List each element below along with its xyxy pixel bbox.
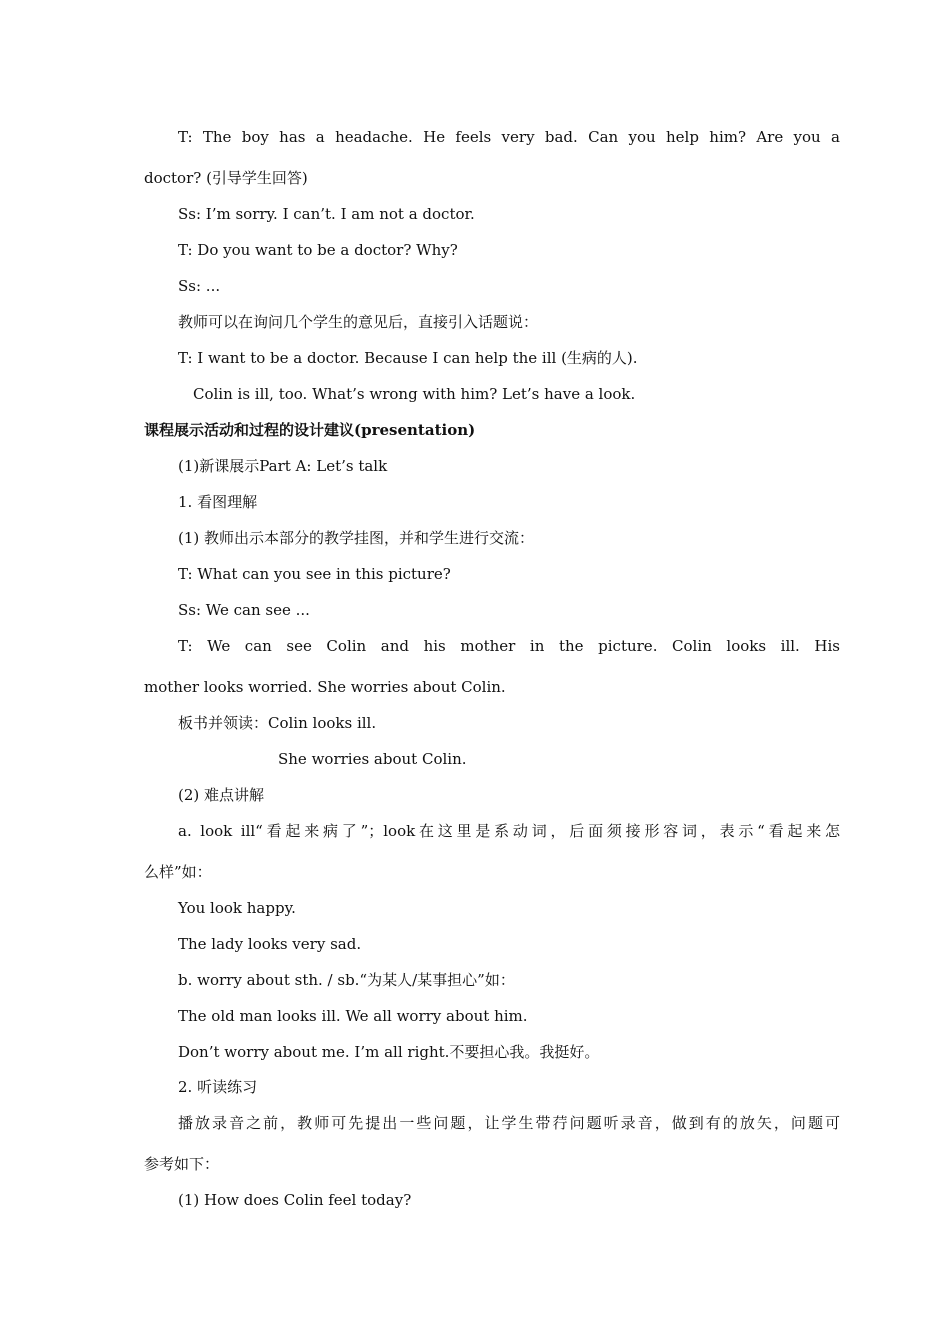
dialogue-line: Colin is ill, too. What’s wrong with him? Let’s have a look. — [193, 385, 636, 403]
explanation-line: a. look ill“看起来病了”；look在这里是系动词，后面须接形容词，表示“看起来怎 — [178, 822, 840, 840]
instruction-line: 播放录音之前，教师可先提出一些问题，让学生带荇问题听录音，做到有的放矢，问题可 — [178, 1114, 840, 1132]
instruction-line: 教师可以在询问几个学生的意见后，直接引入话题说： — [178, 313, 539, 331]
dialogue-line: T: What can you see in this picture? — [178, 565, 451, 583]
step-title: 2. 听读练习 — [178, 1078, 258, 1096]
example-sentence: The old man looks ill. We all worry about him. — [178, 1007, 528, 1025]
section-heading: 课程展示活动和过程的设计建议(presentation) — [144, 421, 476, 439]
example-sentence: Don’t worry about me. I’m all right.不要担心我。我挺好。 — [178, 1043, 600, 1061]
blackboard-line: 板书并领读：Colin looks ill. — [178, 714, 377, 732]
example-sentence: The lady looks very sad. — [178, 935, 362, 953]
explanation-line: b. worry about sth. / sb.“为某人/某事担心”如： — [178, 971, 515, 989]
dialogue-line: Ss: I’m sorry. I can’t. I am not a doctor. — [178, 205, 475, 223]
dialogue-line: T: The boy has a headache. He feels very bad. Can you help him? Are you a — [178, 128, 840, 146]
subsection-title: (1)新课展示Part A: Let’s talk — [178, 457, 388, 475]
blackboard-line: She worries about Colin. — [278, 750, 467, 768]
explanation-line: 么样”如： — [144, 863, 212, 881]
instruction-line: 参考如下： — [144, 1155, 220, 1173]
question-line: (1) How does Colin feel today? — [178, 1191, 412, 1209]
dialogue-line: Ss: ... — [178, 277, 221, 295]
dialogue-line: T: Do you want to be a doctor? Why? — [178, 241, 458, 259]
dialogue-line: T: We can see Colin and his mother in the picture. Colin looks ill. His — [178, 637, 840, 655]
step-title: 1. 看图理解 — [178, 493, 258, 511]
dialogue-line: T: I want to be a doctor. Because I can help the ill (生病的人). — [178, 349, 638, 367]
instruction-line: (1) 教师出示本部分的教学挂图，并和学生进行交流： — [178, 529, 535, 547]
dialogue-line: doctor? (引导学生回答) — [144, 169, 308, 187]
step-title: (2) 难点讲解 — [178, 786, 265, 804]
dialogue-line: Ss: We can see ... — [178, 601, 310, 619]
dialogue-line: mother looks worried. She worries about Colin. — [144, 678, 506, 696]
example-sentence: You look happy. — [178, 899, 296, 917]
